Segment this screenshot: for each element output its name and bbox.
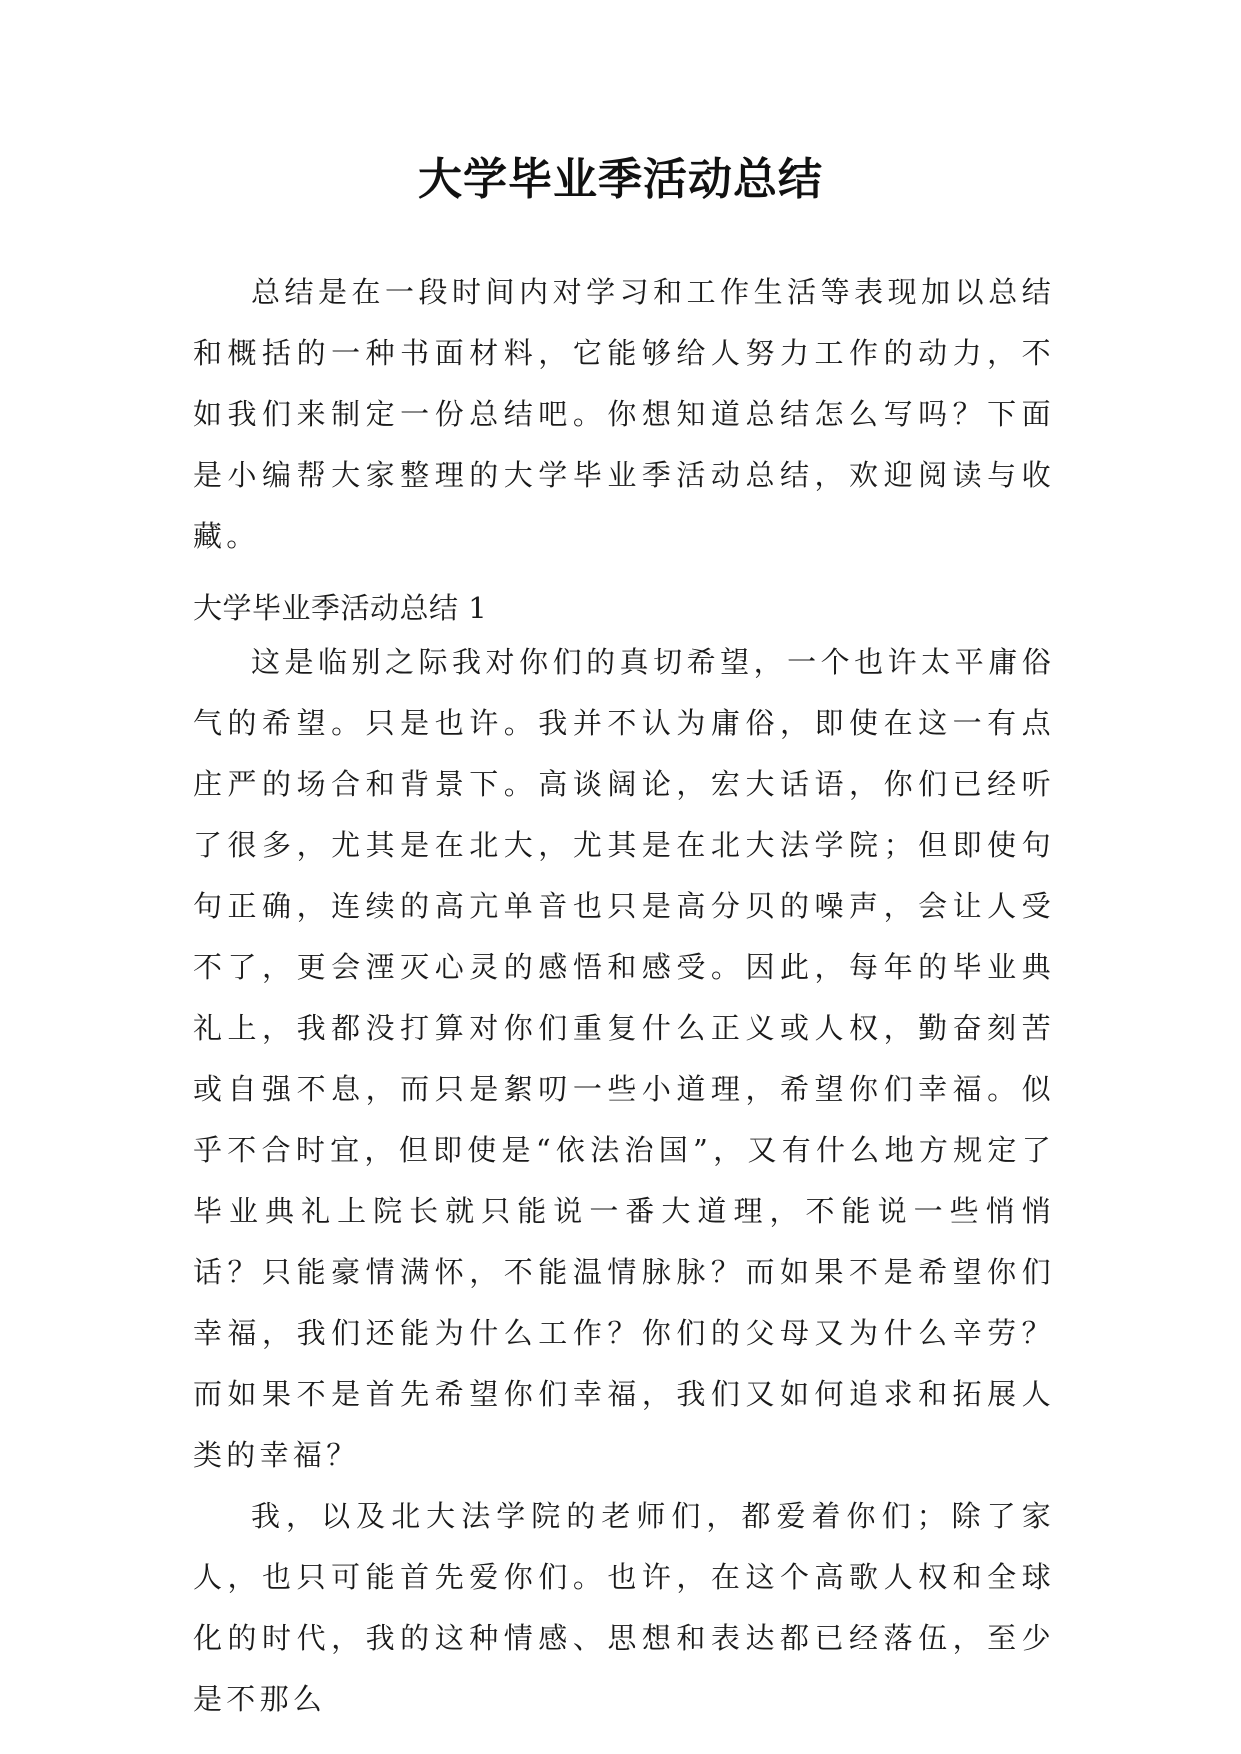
body-paragraph-2: 我，以及北大法学院的老师们，都爱着你们；除了家人，也只可能首先爱你们。也许，在这个高歌人权和全球化的时代，我的这种情感、思想和表达都已经落伍，至少是不那么: [193, 1499, 1055, 1716]
intro-paragraph: 总结是在一段时间内对学习和工作生活等表现加以总结和概括的一种书面材料，它能够给人努力工作的动力，不如我们来制定一份总结吧。你想知道总结怎么写吗？下面是小编帮大家整理的大学毕业季活动总结，欢迎阅读与收藏。: [193, 275, 1055, 553]
section-heading: 大学毕业季活动总结 1: [193, 591, 488, 625]
intro-section: [193, 262, 1055, 567]
page-title: 大学毕业季活动总结: [418, 154, 823, 205]
section-body: [193, 632, 1055, 1730]
body-paragraph-1: 这是临别之际我对你们的真切希望，一个也许太平庸俗气的希望。只是也许。我并不认为庸俗，即使在这一有点庄严的场合和背景下。高谈阔论，宏大话语，你们已经听了很多，尤其是在北大，尤其是在北大法学院；但即使句句正确，连续的高亢单音也只是高分贝的噪声，会让人受不了，更会湮灭心灵的感悟和感受。因此，每年的毕业典礼上，我都没打算对你们重复什么正义或人权，勤奋刻苦或自强不息，而只是絮叨一些小道理，希望你们幸福。似乎不合时宜，但即使是“依法治国”，又有什么地方规定了毕业典礼上院长就只能说一番大道理，不能说一些悄悄话？只能豪情满怀，不能温情脉脉？而如果不是希望你们幸福，我们还能为什么工作？你们的父母又为什么辛劳？而如果不是首先希望你们幸福，我们又如何追求和拓展人类的幸福？: [193, 645, 1055, 1472]
